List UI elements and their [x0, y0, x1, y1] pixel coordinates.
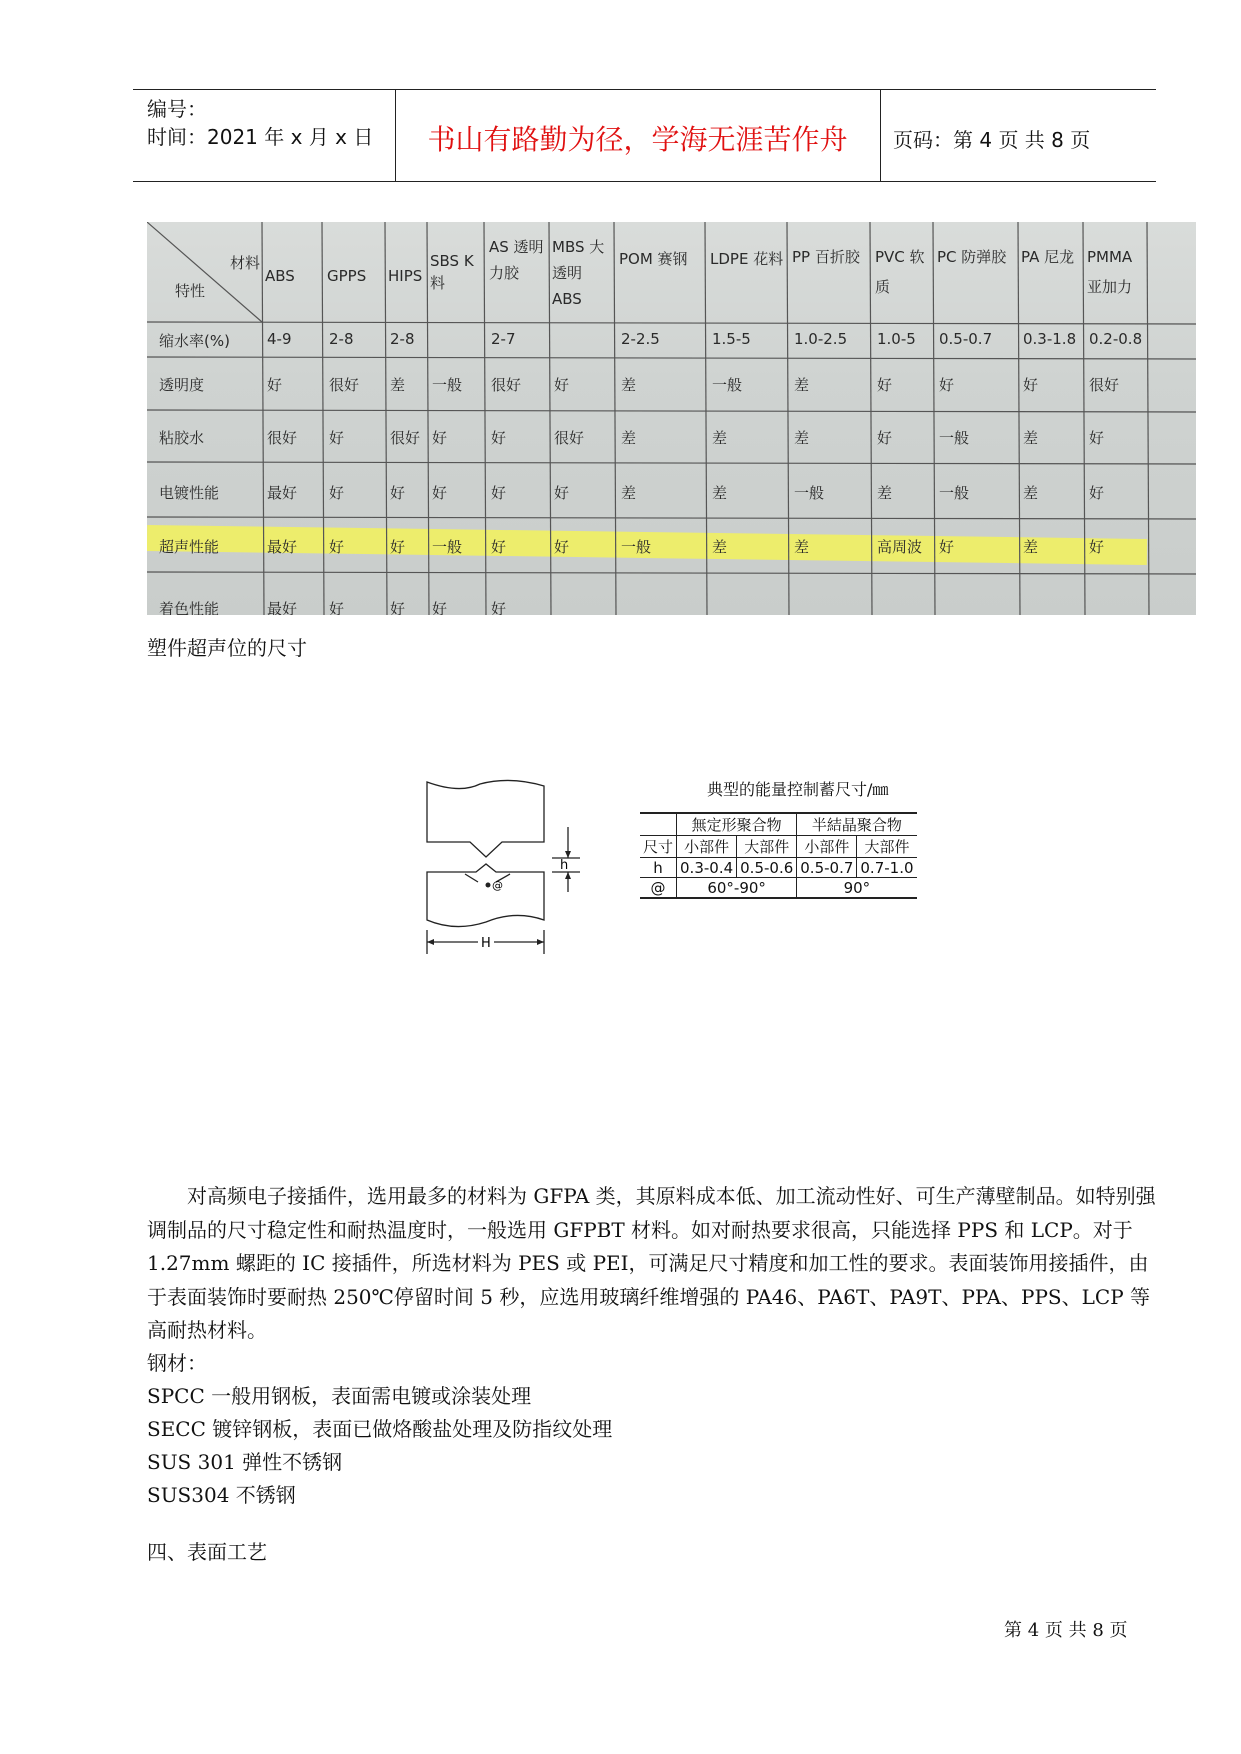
table-cell: 差 [712, 538, 728, 556]
table-cell: 差 [712, 429, 728, 447]
table-cell: 差 [1023, 429, 1039, 447]
table-cell: 好 [432, 429, 448, 447]
table-cell: 好 [329, 484, 345, 502]
row-label: 电镀性能 [159, 484, 220, 502]
row-header: 尺寸 [640, 836, 677, 858]
table-cell: 90° [797, 878, 917, 899]
table-cell: 0.3-0.4 [677, 858, 737, 878]
body-paragraph [147, 1180, 1162, 1348]
header-divider [880, 89, 881, 181]
column-header: HIPS [388, 267, 423, 285]
column-header: PVC 软质 [875, 248, 925, 296]
table-cell: 很好 [390, 429, 421, 447]
angle-label: @ [492, 879, 503, 892]
table-cell: 好 [491, 484, 507, 502]
column-header: MBS 大透明 ABS [552, 238, 605, 308]
table-cell: 2-2.5 [621, 330, 660, 348]
row-header: @ [640, 878, 677, 899]
table-cell: 差 [712, 484, 728, 502]
table-cell: 好 [329, 538, 345, 556]
steel-item: SUS 301 弹性不锈钢 [147, 1450, 343, 1474]
material-properties-photo [147, 222, 1196, 615]
column-header: PC 防弹胶 [937, 248, 1007, 266]
table-cell: 好 [877, 376, 893, 394]
table-cell: 60°-90° [677, 878, 797, 899]
sub-header: 小部件 [677, 836, 737, 858]
table-cell: 很好 [1089, 376, 1120, 394]
column-header: PP 百折胶 [792, 248, 860, 266]
table-cell: 一般 [432, 376, 463, 394]
table-cell: 好 [390, 484, 406, 502]
sub-header: 大部件 [737, 836, 797, 858]
row-label: 超声性能 [159, 538, 220, 556]
row-label: 缩水率(%) [159, 332, 230, 350]
sub-header: 大部件 [857, 836, 917, 858]
table-cell: 差 [794, 429, 810, 447]
table-cell: 0.3-1.8 [1023, 330, 1077, 348]
table-cell: 1.5-5 [712, 330, 751, 348]
column-header: GPPS [327, 267, 367, 285]
table-cell: 4-9 [267, 330, 292, 348]
table-cell: 好 [554, 376, 570, 394]
lower-part-outline [427, 864, 544, 927]
column-header: LDPE 花料 [710, 250, 784, 268]
column-header: AS 透明力胶 [489, 238, 544, 282]
group-header: 無定形聚合物 [677, 813, 797, 836]
width-label: H [481, 936, 491, 951]
table-cell: 差 [794, 538, 810, 556]
steel-item: SPCC 一般用钢板，表面需电镀或涂装处理 [147, 1384, 532, 1408]
table-cell: 好 [1089, 484, 1105, 502]
row-label: 粘胶水 [159, 429, 205, 447]
table-cell: 一般 [939, 429, 970, 447]
table-cell: 很好 [329, 376, 360, 394]
column-header: PA 尼龙 [1021, 248, 1075, 266]
row-label: 透明度 [159, 376, 205, 394]
table-corner-property: 特性 [175, 282, 206, 300]
diagram-caption: 塑件超声位的尺寸 [147, 636, 307, 660]
row-label: 着色性能 [159, 600, 220, 615]
table-cell: 很好 [491, 376, 522, 394]
table-cell: 一般 [794, 484, 825, 502]
table-cell: 0.7-1.0 [857, 858, 917, 878]
dimension-table-title: 典型的能量控制蓄尺寸/㎜ [707, 780, 889, 799]
table-cell: 差 [621, 376, 637, 394]
table-cell: 最好 [267, 600, 298, 615]
table-cell: 好 [491, 538, 507, 556]
energy-director-diagram [420, 772, 600, 962]
upper-part-outline [427, 780, 544, 857]
header-top-rule [133, 89, 1156, 90]
column-header: POM 赛钢 [619, 250, 688, 268]
table-cell: 好 [554, 538, 570, 556]
table-cell: 好 [267, 376, 283, 394]
table-cell: 1.0-5 [877, 330, 916, 348]
page-footer: 第 4 页 共 8 页 [1004, 1620, 1128, 1641]
table-cell: 好 [432, 600, 448, 615]
table-cell: 很好 [554, 429, 585, 447]
table-cell: 差 [390, 376, 406, 394]
table-cell: 好 [554, 484, 570, 502]
table-cell: 好 [329, 600, 345, 615]
steel-heading: 钢材： [147, 1351, 207, 1375]
table-cell: 一般 [939, 484, 970, 502]
column-header: SBS K料 [430, 252, 474, 292]
table-cell: 0.5-0.7 [939, 330, 993, 348]
table-cell: 0.5-0.7 [797, 858, 857, 878]
table-cell: 好 [432, 484, 448, 502]
table-cell: 2-8 [390, 330, 415, 348]
table-cell: 最好 [267, 538, 298, 556]
column-header: ABS [265, 267, 295, 285]
table-cell [640, 813, 677, 836]
header-motto: 书山有路勤为径，学海无涯苦作舟 [427, 123, 848, 156]
table-cell: 好 [491, 429, 507, 447]
header-number: 编号： [147, 97, 207, 121]
table-cell: 0.2-0.8 [1089, 330, 1143, 348]
table-cell: 好 [877, 429, 893, 447]
table-cell: 好 [1023, 376, 1039, 394]
table-cell: 一般 [621, 538, 652, 556]
table-corner-material: 材料 [230, 254, 261, 272]
table-cell: 差 [877, 484, 893, 502]
table-cell: 好 [390, 600, 406, 615]
steel-item: SECC 镀锌钢板，表面已做烙酸盐处理及防指纹处理 [147, 1417, 613, 1441]
energy-director-dimension-table [640, 812, 917, 899]
table-cell: 2-7 [491, 330, 516, 348]
table-cell: 高周波 [877, 538, 923, 556]
table-cell: 2-8 [329, 330, 354, 348]
steel-item: SUS304 不锈钢 [147, 1483, 296, 1507]
paragraph-text: 对高频电子接插件，选用最多的材料为 GFPA 类，其原料成本低、加工流动性好、可生产薄壁制品。如特别强调制品的尺寸稳定性和耐热温度时，一般选用 GFPBT 材料。如对耐热要求很高，只能选择 PPS 和 LCP。对于 1.27mm 螺距的 IC 接插件，所选材料为 PES 或 PEI，可满足尺寸精度和加工性的要求。表面装饰用接插件，由于表面装饰时要耐热 250℃停留时间 5 秒，应选用玻璃纤维增强的 PA46、PA6T、PA9T、PPA、PPS、LCP 等高耐热材料。 [147, 1184, 1156, 1342]
table-cell: 好 [1089, 538, 1105, 556]
column-header: PMMA 亚加力 [1087, 248, 1133, 296]
row-header: h [640, 858, 677, 878]
table-cell: 好 [939, 538, 955, 556]
table-cell: 一般 [712, 376, 743, 394]
table-cell: 0.5-0.6 [737, 858, 797, 878]
table-cell: 好 [1089, 429, 1105, 447]
table-cell: 差 [1023, 484, 1039, 502]
table-cell: 好 [939, 376, 955, 394]
table-cell: 好 [491, 600, 507, 615]
table-cell: 一般 [432, 538, 463, 556]
header-page-number: 页码：第 4 页 共 8 页 [893, 128, 1091, 152]
table-cell: 好 [390, 538, 406, 556]
table-cell: 好 [329, 429, 345, 447]
table-cell: 差 [794, 376, 810, 394]
section-heading: 四、表面工艺 [147, 1540, 267, 1564]
header-bottom-rule [133, 181, 1156, 182]
height-label: h [560, 858, 569, 873]
table-cell: 很好 [267, 429, 298, 447]
sub-header: 小部件 [797, 836, 857, 858]
header-time: 时间：2021 年 x 月 x 日 [147, 125, 374, 149]
table-cell: 差 [621, 484, 637, 502]
table-cell: 差 [621, 429, 637, 447]
table-cell: 最好 [267, 484, 298, 502]
table-cell: 差 [1023, 538, 1039, 556]
group-header: 半結晶聚合物 [797, 813, 917, 836]
table-cell: 1.0-2.5 [794, 330, 848, 348]
